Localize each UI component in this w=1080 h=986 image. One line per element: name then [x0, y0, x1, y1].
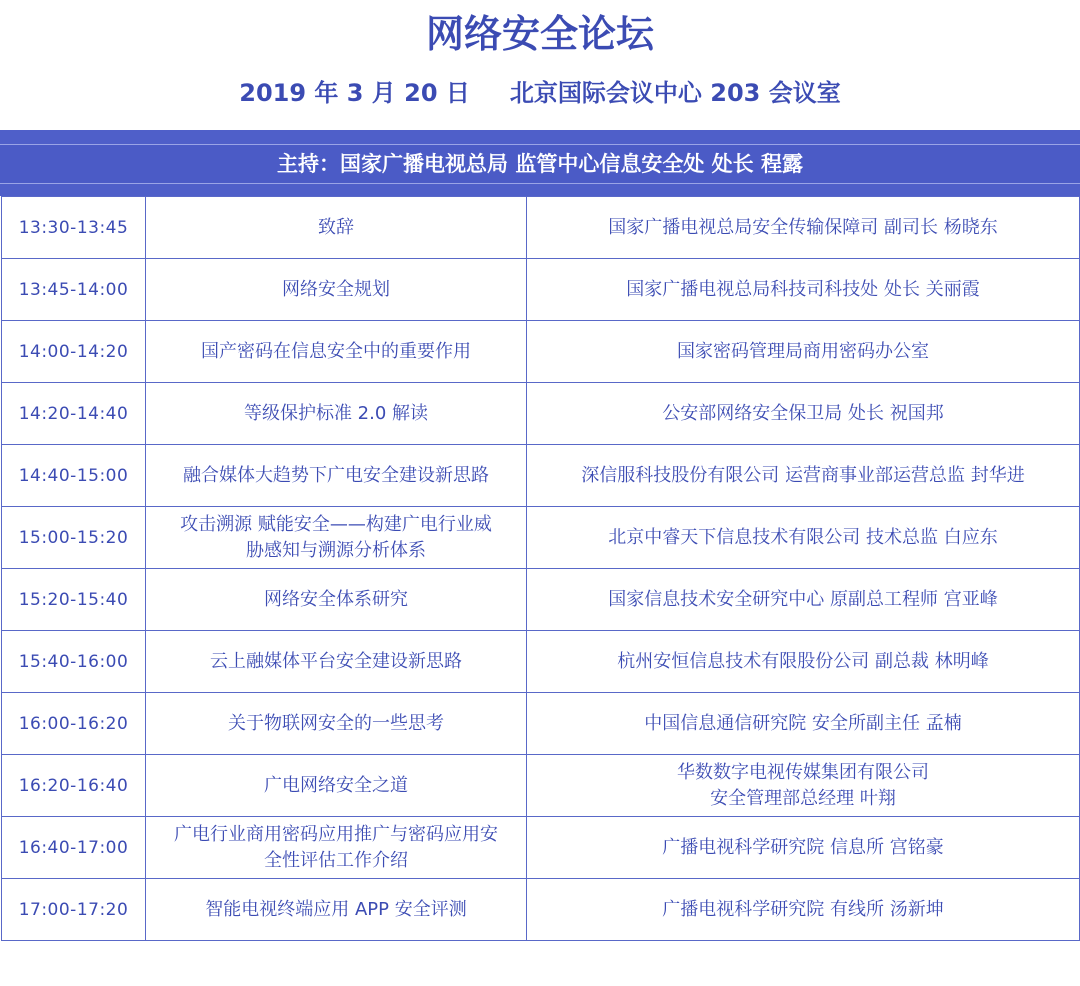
session-speaker [527, 631, 1080, 693]
speaker-line: 国家广播电视总局科技司科技处 处长 关丽霞 [626, 278, 980, 300]
session-time: 16:20-16:40 [2, 755, 146, 817]
session-speaker [527, 259, 1080, 321]
speaker-line: 国家信息技术安全研究中心 原副总工程师 宫亚峰 [608, 588, 998, 610]
topic-line: 全性评估工作介绍 [264, 849, 408, 871]
speaker-line: 杭州安恒信息技术有限股份公司 副总裁 林明峰 [617, 650, 989, 672]
table-row [2, 569, 1080, 631]
session-speaker [527, 445, 1080, 507]
topic-line: 广电行业商用密码应用推广与密码应用安 [174, 823, 498, 845]
session-speaker [527, 507, 1080, 569]
session-time: 14:00-14:20 [2, 321, 146, 383]
speaker-line: 广播电视科学研究院 有线所 汤新坤 [662, 898, 944, 920]
session-topic [146, 507, 527, 569]
topic-line: 胁感知与溯源分析体系 [246, 539, 426, 561]
event-venue: 北京国际会议中心 203 会议室 [509, 79, 841, 107]
table-row [2, 383, 1080, 445]
session-topic [146, 445, 527, 507]
session-speaker [527, 383, 1080, 445]
table-row [2, 445, 1080, 507]
speaker-line: 安全管理部总经理 叶翔 [710, 787, 896, 809]
topic-line: 关于物联网安全的一些思考 [228, 712, 444, 734]
table-row [2, 755, 1080, 817]
speaker-line: 深信服科技股份有限公司 运营商事业部运营总监 封华进 [581, 464, 1025, 486]
host-banner [0, 130, 1080, 196]
session-time: 16:00-16:20 [2, 693, 146, 755]
session-topic [146, 631, 527, 693]
table-row [2, 879, 1080, 941]
session-speaker [527, 321, 1080, 383]
session-speaker [527, 879, 1080, 941]
session-time: 15:20-15:40 [2, 569, 146, 631]
topic-line: 广电网络安全之道 [264, 774, 408, 796]
table-row [2, 507, 1080, 569]
topic-line: 国产密码在信息安全中的重要作用 [201, 340, 471, 362]
topic-line: 致辞 [318, 216, 354, 238]
speaker-line: 北京中睿天下信息技术有限公司 技术总监 白应东 [608, 526, 998, 548]
topic-line: 网络安全体系研究 [264, 588, 408, 610]
session-topic [146, 569, 527, 631]
table-row [2, 693, 1080, 755]
session-speaker [527, 817, 1080, 879]
table-row [2, 631, 1080, 693]
speaker-line: 中国信息通信研究院 安全所副主任 孟楠 [644, 712, 962, 734]
session-time: 15:40-16:00 [2, 631, 146, 693]
session-time: 14:20-14:40 [2, 383, 146, 445]
session-speaker [527, 693, 1080, 755]
session-time: 14:40-15:00 [2, 445, 146, 507]
session-topic [146, 817, 527, 879]
topic-line: 网络安全规划 [282, 278, 390, 300]
session-speaker [527, 197, 1080, 259]
session-topic [146, 197, 527, 259]
topic-line: 智能电视终端应用 APP 安全评测 [205, 898, 467, 920]
event-info [0, 76, 1080, 110]
host-text: 主持：国家广播电视总局 监管中心信息安全处 处长 程露 [0, 144, 1080, 184]
session-topic [146, 755, 527, 817]
topic-line: 融合媒体大趋势下广电安全建设新思路 [183, 464, 489, 486]
schedule-body [2, 197, 1080, 941]
session-time: 15:00-15:20 [2, 507, 146, 569]
session-topic [146, 879, 527, 941]
speaker-line: 国家密码管理局商用密码办公室 [677, 340, 929, 362]
session-topic [146, 321, 527, 383]
session-time: 16:40-17:00 [2, 817, 146, 879]
speaker-line: 国家广播电视总局安全传输保障司 副司长 杨晓东 [608, 216, 998, 238]
table-row [2, 259, 1080, 321]
session-topic [146, 383, 527, 445]
session-topic [146, 693, 527, 755]
page-title: 网络安全论坛 [425, 12, 654, 56]
speaker-line: 华数数字电视传媒集团有限公司 [677, 761, 929, 783]
topic-line: 攻击溯源 赋能安全——构建广电行业威 [180, 513, 492, 535]
table-row [2, 197, 1080, 259]
session-speaker [527, 755, 1080, 817]
session-time: 13:30-13:45 [2, 197, 146, 259]
topic-line: 云上融媒体平台安全建设新思路 [210, 650, 462, 672]
table-row [2, 817, 1080, 879]
table-row [2, 321, 1080, 383]
schedule-table [1, 196, 1080, 941]
event-date: 2019 年 3 月 20 日 [239, 79, 470, 107]
session-time: 13:45-14:00 [2, 259, 146, 321]
speaker-line: 广播电视科学研究院 信息所 宫铭豪 [662, 836, 944, 858]
topic-line: 等级保护标准 2.0 解读 [243, 402, 429, 424]
session-topic [146, 259, 527, 321]
speaker-line: 公安部网络安全保卫局 处长 祝国邦 [662, 402, 944, 424]
session-time: 17:00-17:20 [2, 879, 146, 941]
session-speaker [527, 569, 1080, 631]
